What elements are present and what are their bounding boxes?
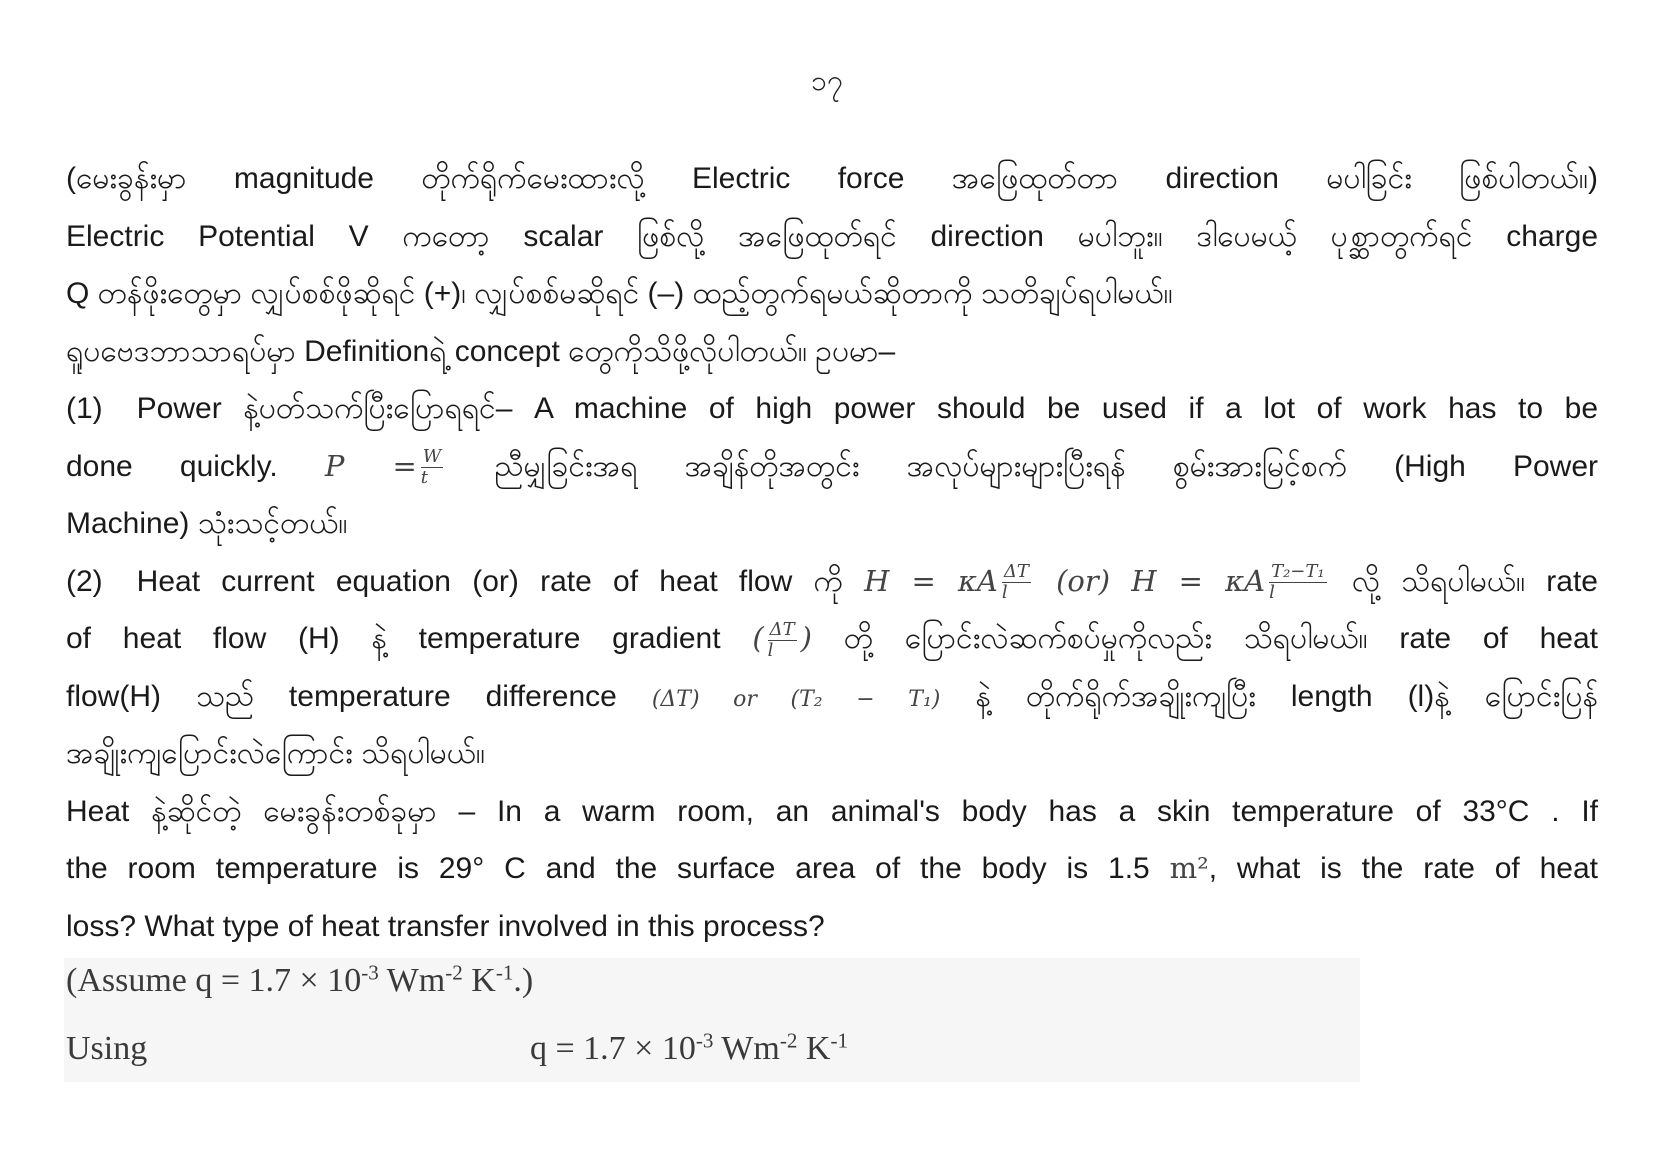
heat-eq2-lhs: H = κA	[1131, 563, 1266, 598]
assume-exp-3: -1	[495, 960, 514, 985]
using-label: Using	[66, 1030, 148, 1067]
heat-eq1-frac-den: l	[1001, 582, 1008, 603]
item-2-text-3b: နဲ့ တိုက်ရိုက်အချိုးကျပြီး length (l)နဲ့ ပြောင်းပြန်	[975, 679, 1598, 713]
assume-statement	[66, 962, 533, 1000]
page-number: ၁၇	[811, 64, 843, 97]
question-line-2	[66, 840, 1598, 898]
power-frac-den: t	[420, 467, 428, 488]
gradient-frac-den: l	[767, 639, 774, 661]
heat-eq1-fraction	[1002, 563, 1031, 602]
heat-equation-2	[1131, 561, 1330, 603]
item-2-text-2a: of heat flow (H) နဲ့ temperature gradient	[66, 622, 721, 655]
heat-eq2-frac-den: l	[1269, 582, 1275, 603]
heat-eq1-frac-num: ΔT	[1003, 561, 1029, 582]
assume-unit-k: K	[462, 962, 496, 999]
paragraph-line-3: Q တန်ဖိုးတွေမှာ လျှပ်စစ်ဖိုဆိုရင် (+)၊ လျှပ်စစ်မဆိုရင် (–) ထည့်တွက်ရမယ်ဆိုတာကို သတိချပ်ရပါမယ်။	[66, 277, 1173, 310]
using-eq-prefix: q = 1.7 × 10	[530, 1030, 696, 1067]
gradient-fraction	[767, 618, 797, 661]
power-frac-num: W	[422, 446, 442, 467]
paragraph-line-2: Electric Potential V ကတော့ scalar ဖြစ်လို့ အဖြေထုတ်ရင် direction မပါဘူး။ ဒါပေမယ့် ပုစ္ဆာတွက်ရင် charge	[66, 219, 1598, 253]
temperature-gradient: ( $\frac{\Delta T}{l}$ )	[752, 618, 812, 661]
document-body	[66, 150, 1598, 955]
item-2-text-a: Heat current equation (or) rate of heat flow ကို	[136, 564, 843, 598]
area-unit: m²	[1169, 851, 1209, 885]
assume-suffix: .)	[513, 962, 534, 999]
item-2-text-b: လို့ သိရပါမယ်။ rate	[1351, 564, 1598, 598]
heat-eq-or: (or)	[1056, 563, 1111, 598]
assumption-image-block	[64, 958, 1360, 1082]
item-2-number: (2)	[66, 564, 103, 598]
item-1-text-2a: done quickly.	[66, 449, 278, 483]
question-text-2b: , what is the rate of heat	[1208, 852, 1598, 885]
item-1-number: (1)	[66, 392, 103, 425]
heat-eq2-frac-num: T₂−T₁	[1271, 561, 1325, 582]
paragraph-line-1: (မေးခွန်းမှာ magnitude တိုက်ရိုက်မေးထားလို့ Electric force အဖြေထုတ်တာ direction မပါခြင်း ဖြစ်ပါတယ်။)	[66, 162, 1598, 195]
using-exp-1: -3	[695, 1028, 714, 1053]
using-equation	[530, 1030, 848, 1068]
item-2-line-3	[66, 668, 1598, 726]
heat-eq2-fraction	[1269, 563, 1327, 602]
using-unit-wm: Wm	[713, 1030, 780, 1067]
power-eq-lhs: P =	[324, 448, 417, 483]
item-2-text-2b: တို့ ပြောင်းလဲဆက်စပ်မှုကိုလည်း သိရပါမယ်။ rate of heat	[843, 622, 1598, 655]
item-2-line-4: အချိုးကျပြောင်းလဲကြောင်း သိရပါမယ်။	[66, 737, 485, 770]
power-equation	[324, 446, 447, 488]
heat-equation-1	[864, 561, 1035, 603]
using-exp-3: -1	[830, 1028, 849, 1053]
using-unit-k: K	[797, 1030, 831, 1067]
using-exp-2: -2	[779, 1028, 798, 1053]
assume-prefix: (Assume q = 1.7 × 10	[66, 962, 362, 999]
assume-exp-2: -2	[445, 960, 463, 985]
gradient-frac-num: ΔT	[769, 618, 795, 640]
item-2-text-3a: flow(H) သည် temperature difference	[66, 679, 617, 713]
item-1-line-1	[66, 380, 1598, 438]
temperature-difference-math: (ΔT) or (T₂ − T₁)	[651, 686, 941, 712]
power-fraction	[421, 448, 444, 487]
question-text-2a: the room temperature is 29° C and the surface area of the body is 1.5	[66, 852, 1150, 885]
question-line-3: loss? What type of heat transfer involved in this process?	[66, 909, 825, 943]
item-2-line-1	[66, 553, 1598, 611]
item-1-line-2	[66, 438, 1598, 496]
item-1-text: Power နဲ့ပတ်သက်ပြီးပြောရရင်– A machine of high power should be used if a lot of work has to be	[136, 392, 1598, 425]
assume-unit-wm: Wm	[378, 962, 446, 999]
question-line-1: Heat နဲ့ဆိုင်တဲ့ မေးခွန်းတစ်ခုမှာ – In a warm room, an animal's body has a skin temperature of 33°C . If	[66, 794, 1598, 828]
item-1-line-3: Machine) သုံးသင့်တယ်။	[66, 507, 348, 540]
item-2-line-2	[66, 610, 1598, 668]
heat-eq1-lhs: H = κA	[864, 563, 998, 598]
assume-exp-1: -3	[361, 960, 379, 985]
item-1-text-2b: ညီမျှခြင်းအရ အချိန်တိုအတွင်း အလုပ်များများပြီးရန် စွမ်းအားမြင့်စက် (High Power	[494, 449, 1598, 483]
paragraph-line-4: ရူပဗေဒဘာသာရပ်မှာ Definitionရဲ့ concept တွေကိုသိဖို့လိုပါတယ်။ ဥပမာ–	[66, 334, 896, 368]
